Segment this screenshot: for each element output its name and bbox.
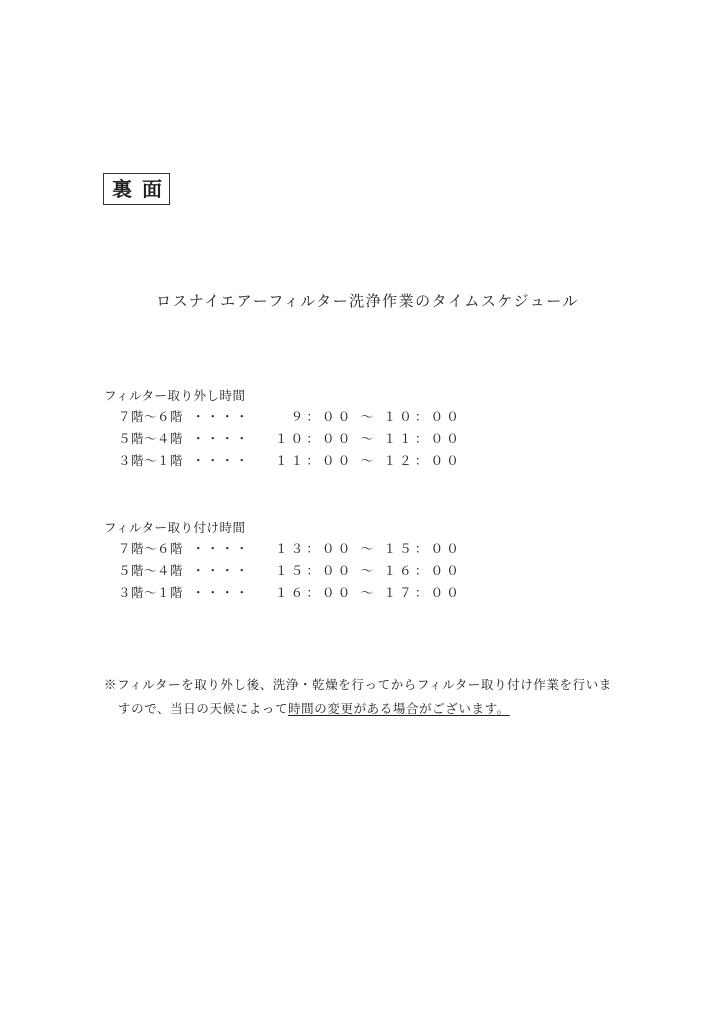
schedule-row bbox=[104, 450, 624, 472]
floor-range: ７階～６階 bbox=[118, 409, 184, 424]
time-range: ９：００ ～ １０：００ bbox=[290, 409, 462, 424]
installation-schedule-section bbox=[104, 518, 624, 604]
time-range: １１：００ ～ １２：００ bbox=[274, 453, 462, 468]
leader-dots: ・・・・ bbox=[192, 585, 251, 600]
schedule-row bbox=[104, 406, 624, 428]
schedule-row bbox=[104, 582, 624, 604]
leader-dots: ・・・・ bbox=[192, 453, 251, 468]
note-line-2 bbox=[104, 697, 644, 721]
leader-dots: ・・・・ bbox=[192, 541, 251, 556]
floor-range: ７階～６階 bbox=[118, 541, 184, 556]
floor-range: ５階～４階 bbox=[118, 431, 184, 446]
leader-dots: ・・・・ bbox=[192, 563, 251, 578]
document-title: ロスナイエアーフィルター洗浄作業のタイムスケジュール bbox=[156, 292, 579, 310]
floor-range: ３階～１階 bbox=[118, 585, 184, 600]
leader-dots: ・・・・ bbox=[192, 431, 251, 446]
schedule-note bbox=[104, 673, 644, 721]
note-line-1: ※フィルターを取り外し後、洗浄・乾燥を行ってからフィルター取り付け作業を行いま bbox=[104, 677, 612, 692]
time-range: １０：００ ～ １１：００ bbox=[274, 431, 462, 446]
time-range: １３：００ ～ １５：００ bbox=[274, 541, 462, 556]
schedule-row bbox=[104, 428, 624, 450]
schedule-row bbox=[104, 538, 624, 560]
time-range: １５：００ ～ １６：００ bbox=[274, 563, 462, 578]
section-heading: フィルター取り外し時間 bbox=[104, 388, 246, 403]
note-underlined-warning: 時間の変更がある場合がございます。 bbox=[288, 701, 510, 716]
reverse-side-badge: 裏面 bbox=[103, 173, 170, 205]
removal-schedule-section bbox=[104, 386, 624, 472]
floor-range: ５階～４階 bbox=[118, 563, 184, 578]
note-line-2-text: すので、当日の天候によって bbox=[118, 701, 289, 716]
section-heading: フィルター取り付け時間 bbox=[104, 520, 246, 535]
leader-dots: ・・・・ bbox=[192, 409, 251, 424]
schedule-row bbox=[104, 560, 624, 582]
floor-range: ３階～１階 bbox=[118, 453, 184, 468]
time-range: １６：００ ～ １７：００ bbox=[274, 585, 462, 600]
